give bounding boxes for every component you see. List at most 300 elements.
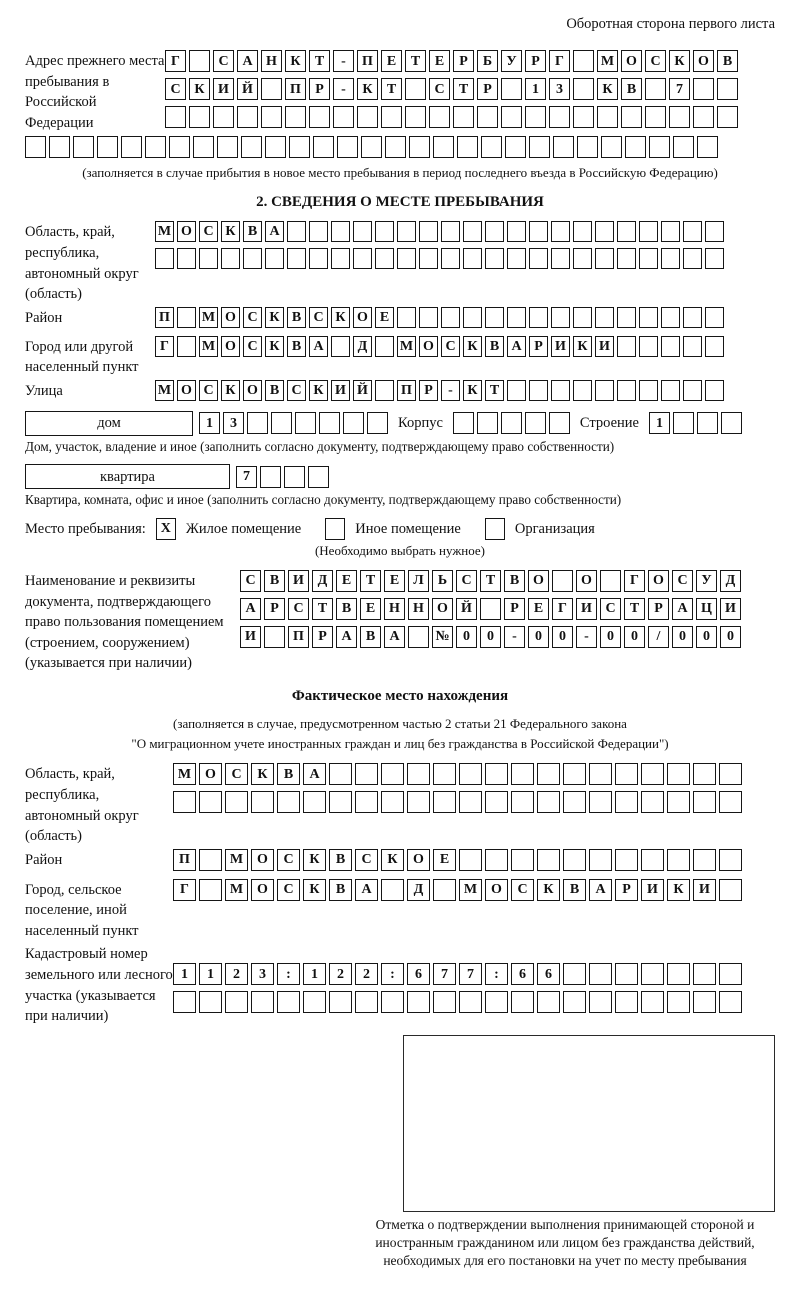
char-box[interactable] bbox=[329, 991, 352, 1013]
char-box[interactable]: К bbox=[303, 879, 326, 901]
char-box[interactable] bbox=[419, 221, 438, 242]
char-box[interactable] bbox=[397, 307, 416, 328]
char-box[interactable] bbox=[693, 106, 714, 128]
char-box[interactable] bbox=[552, 570, 573, 592]
char-box[interactable]: 0 bbox=[672, 626, 693, 648]
char-box[interactable] bbox=[693, 763, 716, 785]
char-box[interactable]: Н bbox=[261, 50, 282, 72]
char-box[interactable] bbox=[453, 412, 474, 434]
char-box[interactable] bbox=[615, 963, 638, 985]
char-box[interactable] bbox=[441, 248, 460, 269]
char-box[interactable] bbox=[177, 307, 196, 328]
char-box[interactable] bbox=[667, 991, 690, 1013]
char-box[interactable] bbox=[433, 991, 456, 1013]
char-box[interactable]: / bbox=[648, 626, 669, 648]
char-box[interactable]: М bbox=[225, 849, 248, 871]
char-box[interactable]: О bbox=[432, 598, 453, 620]
char-box[interactable]: И bbox=[288, 570, 309, 592]
char-box[interactable]: О bbox=[221, 336, 240, 357]
char-box[interactable] bbox=[375, 221, 394, 242]
char-box[interactable] bbox=[381, 763, 404, 785]
char-box[interactable] bbox=[563, 763, 586, 785]
char-box[interactable] bbox=[145, 136, 166, 158]
char-box[interactable] bbox=[121, 136, 142, 158]
char-box[interactable] bbox=[693, 963, 716, 985]
char-box[interactable] bbox=[329, 763, 352, 785]
char-box[interactable] bbox=[639, 248, 658, 269]
char-box[interactable]: 2 bbox=[329, 963, 352, 985]
char-box[interactable] bbox=[529, 221, 548, 242]
char-box[interactable]: 3 bbox=[549, 78, 570, 100]
char-box[interactable] bbox=[511, 763, 534, 785]
char-box[interactable] bbox=[525, 106, 546, 128]
char-box[interactable]: В bbox=[360, 626, 381, 648]
char-box[interactable] bbox=[217, 136, 238, 158]
char-box[interactable] bbox=[381, 991, 404, 1013]
char-box[interactable]: 0 bbox=[624, 626, 645, 648]
char-box[interactable]: Р bbox=[312, 626, 333, 648]
char-box[interactable] bbox=[225, 991, 248, 1013]
char-box[interactable] bbox=[537, 849, 560, 871]
char-box[interactable] bbox=[537, 763, 560, 785]
char-box[interactable]: 1 bbox=[199, 963, 222, 985]
char-box[interactable] bbox=[615, 849, 638, 871]
residence-checkbox-other[interactable] bbox=[325, 518, 345, 540]
char-box[interactable] bbox=[625, 136, 646, 158]
char-box[interactable] bbox=[525, 412, 546, 434]
char-box[interactable] bbox=[551, 248, 570, 269]
char-box[interactable]: 1 bbox=[525, 78, 546, 100]
char-box[interactable]: И bbox=[240, 626, 261, 648]
char-box[interactable] bbox=[697, 136, 718, 158]
char-box[interactable]: К bbox=[597, 78, 618, 100]
char-box[interactable] bbox=[563, 991, 586, 1013]
char-box[interactable]: 2 bbox=[225, 963, 248, 985]
char-box[interactable] bbox=[529, 307, 548, 328]
char-box[interactable] bbox=[199, 791, 222, 813]
char-box[interactable]: - bbox=[504, 626, 525, 648]
char-box[interactable] bbox=[589, 763, 612, 785]
char-box[interactable]: М bbox=[173, 763, 196, 785]
char-box[interactable] bbox=[199, 248, 218, 269]
char-box[interactable] bbox=[673, 412, 694, 434]
char-box[interactable]: И bbox=[551, 336, 570, 357]
char-box[interactable] bbox=[573, 380, 592, 401]
char-box[interactable]: 3 bbox=[223, 412, 244, 434]
char-box[interactable]: К bbox=[221, 380, 240, 401]
char-box[interactable] bbox=[501, 412, 522, 434]
char-box[interactable]: Т bbox=[309, 50, 330, 72]
char-box[interactable]: Р bbox=[309, 78, 330, 100]
char-box[interactable]: 6 bbox=[407, 963, 430, 985]
char-box[interactable] bbox=[477, 106, 498, 128]
char-box[interactable] bbox=[563, 849, 586, 871]
char-box[interactable]: Т bbox=[405, 50, 426, 72]
char-box[interactable] bbox=[501, 106, 522, 128]
char-box[interactable] bbox=[721, 412, 742, 434]
char-box[interactable] bbox=[505, 136, 526, 158]
char-box[interactable]: - bbox=[333, 50, 354, 72]
char-box[interactable] bbox=[241, 136, 262, 158]
char-box[interactable]: - bbox=[333, 78, 354, 100]
char-box[interactable] bbox=[177, 336, 196, 357]
char-box[interactable] bbox=[553, 136, 574, 158]
char-box[interactable] bbox=[485, 849, 508, 871]
char-box[interactable] bbox=[669, 106, 690, 128]
char-box[interactable] bbox=[485, 991, 508, 1013]
char-box[interactable]: С bbox=[277, 849, 300, 871]
char-box[interactable]: А bbox=[309, 336, 328, 357]
char-box[interactable] bbox=[621, 106, 642, 128]
char-box[interactable] bbox=[615, 991, 638, 1013]
char-box[interactable]: Т bbox=[312, 598, 333, 620]
char-box[interactable] bbox=[507, 380, 526, 401]
char-box[interactable]: 6 bbox=[511, 963, 534, 985]
char-box[interactable]: А bbox=[355, 879, 378, 901]
char-box[interactable] bbox=[693, 991, 716, 1013]
char-box[interactable]: Г bbox=[173, 879, 196, 901]
char-box[interactable]: К bbox=[667, 879, 690, 901]
char-box[interactable]: С bbox=[165, 78, 186, 100]
char-box[interactable]: Г bbox=[552, 598, 573, 620]
char-box[interactable]: П bbox=[288, 626, 309, 648]
char-box[interactable]: К bbox=[285, 50, 306, 72]
char-box[interactable] bbox=[705, 380, 724, 401]
char-box[interactable]: 1 bbox=[173, 963, 196, 985]
char-box[interactable] bbox=[277, 791, 300, 813]
char-box[interactable]: М bbox=[155, 221, 174, 242]
char-box[interactable] bbox=[641, 763, 664, 785]
char-box[interactable] bbox=[429, 106, 450, 128]
char-box[interactable] bbox=[457, 136, 478, 158]
char-box[interactable]: И bbox=[720, 598, 741, 620]
char-box[interactable] bbox=[419, 307, 438, 328]
char-box[interactable] bbox=[683, 248, 702, 269]
char-box[interactable] bbox=[199, 849, 222, 871]
char-box[interactable]: А bbox=[336, 626, 357, 648]
char-box[interactable] bbox=[577, 136, 598, 158]
char-box[interactable] bbox=[308, 466, 329, 488]
char-box[interactable] bbox=[408, 626, 429, 648]
char-box[interactable]: К bbox=[309, 380, 328, 401]
char-box[interactable] bbox=[225, 791, 248, 813]
char-box[interactable]: Р bbox=[419, 380, 438, 401]
char-box[interactable]: М bbox=[225, 879, 248, 901]
char-box[interactable]: 0 bbox=[696, 626, 717, 648]
char-box[interactable] bbox=[719, 879, 742, 901]
char-box[interactable] bbox=[529, 380, 548, 401]
char-box[interactable]: Е bbox=[360, 598, 381, 620]
char-box[interactable] bbox=[169, 136, 190, 158]
char-box[interactable] bbox=[639, 307, 658, 328]
char-box[interactable]: О bbox=[576, 570, 597, 592]
char-box[interactable] bbox=[501, 78, 522, 100]
char-box[interactable]: 0 bbox=[480, 626, 501, 648]
char-box[interactable] bbox=[375, 248, 394, 269]
char-box[interactable]: В bbox=[717, 50, 738, 72]
char-box[interactable] bbox=[537, 991, 560, 1013]
char-box[interactable] bbox=[357, 106, 378, 128]
char-box[interactable] bbox=[673, 136, 694, 158]
char-box[interactable]: Р bbox=[453, 50, 474, 72]
char-box[interactable] bbox=[645, 78, 666, 100]
char-box[interactable]: Р bbox=[615, 879, 638, 901]
char-box[interactable] bbox=[155, 248, 174, 269]
char-box[interactable] bbox=[705, 336, 724, 357]
char-box[interactable]: М bbox=[155, 380, 174, 401]
char-box[interactable] bbox=[381, 879, 404, 901]
char-box[interactable]: В bbox=[329, 879, 352, 901]
char-box[interactable]: Й bbox=[237, 78, 258, 100]
char-box[interactable]: С bbox=[243, 307, 262, 328]
char-box[interactable]: О bbox=[199, 763, 222, 785]
char-box[interactable] bbox=[481, 136, 502, 158]
char-box[interactable] bbox=[193, 136, 214, 158]
char-box[interactable]: А bbox=[237, 50, 258, 72]
char-box[interactable]: С bbox=[429, 78, 450, 100]
char-box[interactable] bbox=[265, 248, 284, 269]
char-box[interactable] bbox=[173, 991, 196, 1013]
char-box[interactable]: 6 bbox=[537, 963, 560, 985]
char-box[interactable]: П bbox=[155, 307, 174, 328]
house-type-box[interactable]: дом bbox=[25, 411, 193, 436]
char-box[interactable]: 3 bbox=[251, 963, 274, 985]
char-box[interactable] bbox=[667, 963, 690, 985]
char-box[interactable]: П bbox=[357, 50, 378, 72]
char-box[interactable]: : bbox=[277, 963, 300, 985]
char-box[interactable] bbox=[433, 763, 456, 785]
char-box[interactable]: А bbox=[507, 336, 526, 357]
char-box[interactable] bbox=[661, 307, 680, 328]
char-box[interactable] bbox=[661, 336, 680, 357]
char-box[interactable]: Р bbox=[648, 598, 669, 620]
char-box[interactable] bbox=[573, 221, 592, 242]
char-box[interactable] bbox=[573, 248, 592, 269]
char-box[interactable] bbox=[309, 106, 330, 128]
char-box[interactable]: Н bbox=[408, 598, 429, 620]
char-box[interactable]: 1 bbox=[303, 963, 326, 985]
char-box[interactable] bbox=[529, 136, 550, 158]
char-box[interactable]: И bbox=[595, 336, 614, 357]
char-box[interactable] bbox=[463, 307, 482, 328]
char-box[interactable] bbox=[617, 221, 636, 242]
char-box[interactable]: - bbox=[576, 626, 597, 648]
char-box[interactable]: 7 bbox=[433, 963, 456, 985]
char-box[interactable] bbox=[639, 221, 658, 242]
char-box[interactable] bbox=[433, 879, 456, 901]
char-box[interactable]: С bbox=[441, 336, 460, 357]
char-box[interactable] bbox=[589, 991, 612, 1013]
char-box[interactable] bbox=[661, 248, 680, 269]
char-box[interactable] bbox=[385, 136, 406, 158]
char-box[interactable]: К bbox=[251, 763, 274, 785]
char-box[interactable] bbox=[529, 248, 548, 269]
char-box[interactable]: Т bbox=[480, 570, 501, 592]
char-box[interactable]: Г bbox=[165, 50, 186, 72]
char-box[interactable]: К bbox=[303, 849, 326, 871]
char-box[interactable] bbox=[265, 136, 286, 158]
char-box[interactable]: Р bbox=[477, 78, 498, 100]
char-box[interactable]: М bbox=[199, 307, 218, 328]
char-box[interactable]: О bbox=[353, 307, 372, 328]
char-box[interactable]: Й bbox=[456, 598, 477, 620]
char-box[interactable]: О bbox=[648, 570, 669, 592]
char-box[interactable] bbox=[641, 963, 664, 985]
char-box[interactable] bbox=[295, 412, 316, 434]
char-box[interactable]: А bbox=[589, 879, 612, 901]
char-box[interactable]: К bbox=[463, 380, 482, 401]
char-box[interactable] bbox=[459, 763, 482, 785]
char-box[interactable] bbox=[589, 963, 612, 985]
char-box[interactable] bbox=[661, 380, 680, 401]
char-box[interactable] bbox=[537, 791, 560, 813]
residence-checkbox-living[interactable]: X bbox=[156, 518, 176, 540]
char-box[interactable] bbox=[285, 106, 306, 128]
char-box[interactable] bbox=[480, 598, 501, 620]
char-box[interactable] bbox=[287, 248, 306, 269]
char-box[interactable] bbox=[615, 791, 638, 813]
char-box[interactable] bbox=[459, 791, 482, 813]
char-box[interactable] bbox=[397, 248, 416, 269]
char-box[interactable]: И bbox=[693, 879, 716, 901]
char-box[interactable] bbox=[397, 221, 416, 242]
char-box[interactable] bbox=[485, 763, 508, 785]
char-box[interactable]: С bbox=[511, 879, 534, 901]
char-box[interactable] bbox=[355, 791, 378, 813]
char-box[interactable]: Е bbox=[336, 570, 357, 592]
char-box[interactable]: В bbox=[265, 380, 284, 401]
char-box[interactable] bbox=[595, 248, 614, 269]
char-box[interactable] bbox=[615, 763, 638, 785]
char-box[interactable] bbox=[705, 307, 724, 328]
char-box[interactable]: Д bbox=[353, 336, 372, 357]
char-box[interactable]: О bbox=[407, 849, 430, 871]
char-box[interactable] bbox=[353, 248, 372, 269]
char-box[interactable] bbox=[261, 78, 282, 100]
char-box[interactable]: О bbox=[177, 380, 196, 401]
char-box[interactable] bbox=[277, 991, 300, 1013]
char-box[interactable]: С bbox=[456, 570, 477, 592]
char-box[interactable]: К bbox=[357, 78, 378, 100]
char-box[interactable] bbox=[719, 763, 742, 785]
char-box[interactable]: - bbox=[441, 380, 460, 401]
char-box[interactable] bbox=[595, 380, 614, 401]
char-box[interactable] bbox=[507, 307, 526, 328]
char-box[interactable]: К bbox=[573, 336, 592, 357]
char-box[interactable] bbox=[639, 336, 658, 357]
char-box[interactable]: К bbox=[265, 307, 284, 328]
char-box[interactable] bbox=[199, 879, 222, 901]
char-box[interactable]: : bbox=[381, 963, 404, 985]
char-box[interactable]: И bbox=[331, 380, 350, 401]
char-box[interactable] bbox=[243, 248, 262, 269]
char-box[interactable] bbox=[649, 136, 670, 158]
char-box[interactable]: В bbox=[287, 307, 306, 328]
char-box[interactable]: Г bbox=[155, 336, 174, 357]
char-box[interactable]: К bbox=[331, 307, 350, 328]
char-box[interactable] bbox=[409, 136, 430, 158]
char-box[interactable]: А bbox=[384, 626, 405, 648]
char-box[interactable]: М bbox=[459, 879, 482, 901]
char-box[interactable]: Ц bbox=[696, 598, 717, 620]
char-box[interactable] bbox=[381, 106, 402, 128]
char-box[interactable] bbox=[199, 991, 222, 1013]
char-box[interactable]: С bbox=[287, 380, 306, 401]
char-box[interactable] bbox=[441, 307, 460, 328]
char-box[interactable] bbox=[641, 791, 664, 813]
char-box[interactable] bbox=[453, 106, 474, 128]
char-box[interactable]: Е bbox=[429, 50, 450, 72]
char-box[interactable] bbox=[459, 849, 482, 871]
residence-checkbox-organization[interactable] bbox=[485, 518, 505, 540]
char-box[interactable]: С bbox=[309, 307, 328, 328]
char-box[interactable] bbox=[213, 106, 234, 128]
char-box[interactable]: В bbox=[243, 221, 262, 242]
char-box[interactable] bbox=[717, 106, 738, 128]
char-box[interactable]: В bbox=[287, 336, 306, 357]
char-box[interactable] bbox=[600, 570, 621, 592]
char-box[interactable] bbox=[407, 763, 430, 785]
char-box[interactable] bbox=[313, 136, 334, 158]
char-box[interactable] bbox=[667, 791, 690, 813]
char-box[interactable]: С bbox=[645, 50, 666, 72]
char-box[interactable]: И bbox=[576, 598, 597, 620]
char-box[interactable]: Д bbox=[720, 570, 741, 592]
char-box[interactable] bbox=[597, 106, 618, 128]
char-box[interactable] bbox=[719, 791, 742, 813]
char-box[interactable] bbox=[485, 221, 504, 242]
char-box[interactable] bbox=[221, 248, 240, 269]
char-box[interactable]: 2 bbox=[355, 963, 378, 985]
char-box[interactable] bbox=[645, 106, 666, 128]
char-box[interactable] bbox=[717, 78, 738, 100]
char-box[interactable] bbox=[355, 991, 378, 1013]
char-box[interactable]: Б bbox=[477, 50, 498, 72]
char-box[interactable] bbox=[549, 412, 570, 434]
char-box[interactable] bbox=[661, 221, 680, 242]
char-box[interactable]: В bbox=[264, 570, 285, 592]
char-box[interactable]: : bbox=[485, 963, 508, 985]
char-box[interactable]: О bbox=[528, 570, 549, 592]
char-box[interactable]: О bbox=[221, 307, 240, 328]
char-box[interactable]: О bbox=[251, 849, 274, 871]
char-box[interactable] bbox=[573, 307, 592, 328]
char-box[interactable] bbox=[507, 221, 526, 242]
char-box[interactable]: В bbox=[504, 570, 525, 592]
char-box[interactable] bbox=[719, 849, 742, 871]
char-box[interactable] bbox=[639, 380, 658, 401]
char-box[interactable] bbox=[563, 791, 586, 813]
char-box[interactable] bbox=[683, 380, 702, 401]
char-box[interactable] bbox=[343, 412, 364, 434]
char-box[interactable]: А bbox=[303, 763, 326, 785]
char-box[interactable]: Т bbox=[624, 598, 645, 620]
char-box[interactable] bbox=[375, 380, 394, 401]
char-box[interactable] bbox=[289, 136, 310, 158]
char-box[interactable]: М bbox=[397, 336, 416, 357]
char-box[interactable]: В bbox=[485, 336, 504, 357]
char-box[interactable] bbox=[617, 248, 636, 269]
char-box[interactable]: В bbox=[563, 879, 586, 901]
char-box[interactable]: Г bbox=[624, 570, 645, 592]
char-box[interactable]: С bbox=[199, 380, 218, 401]
char-box[interactable] bbox=[719, 991, 742, 1013]
char-box[interactable]: С bbox=[225, 763, 248, 785]
char-box[interactable] bbox=[309, 248, 328, 269]
char-box[interactable] bbox=[433, 136, 454, 158]
char-box[interactable]: У bbox=[696, 570, 717, 592]
char-box[interactable]: С bbox=[355, 849, 378, 871]
